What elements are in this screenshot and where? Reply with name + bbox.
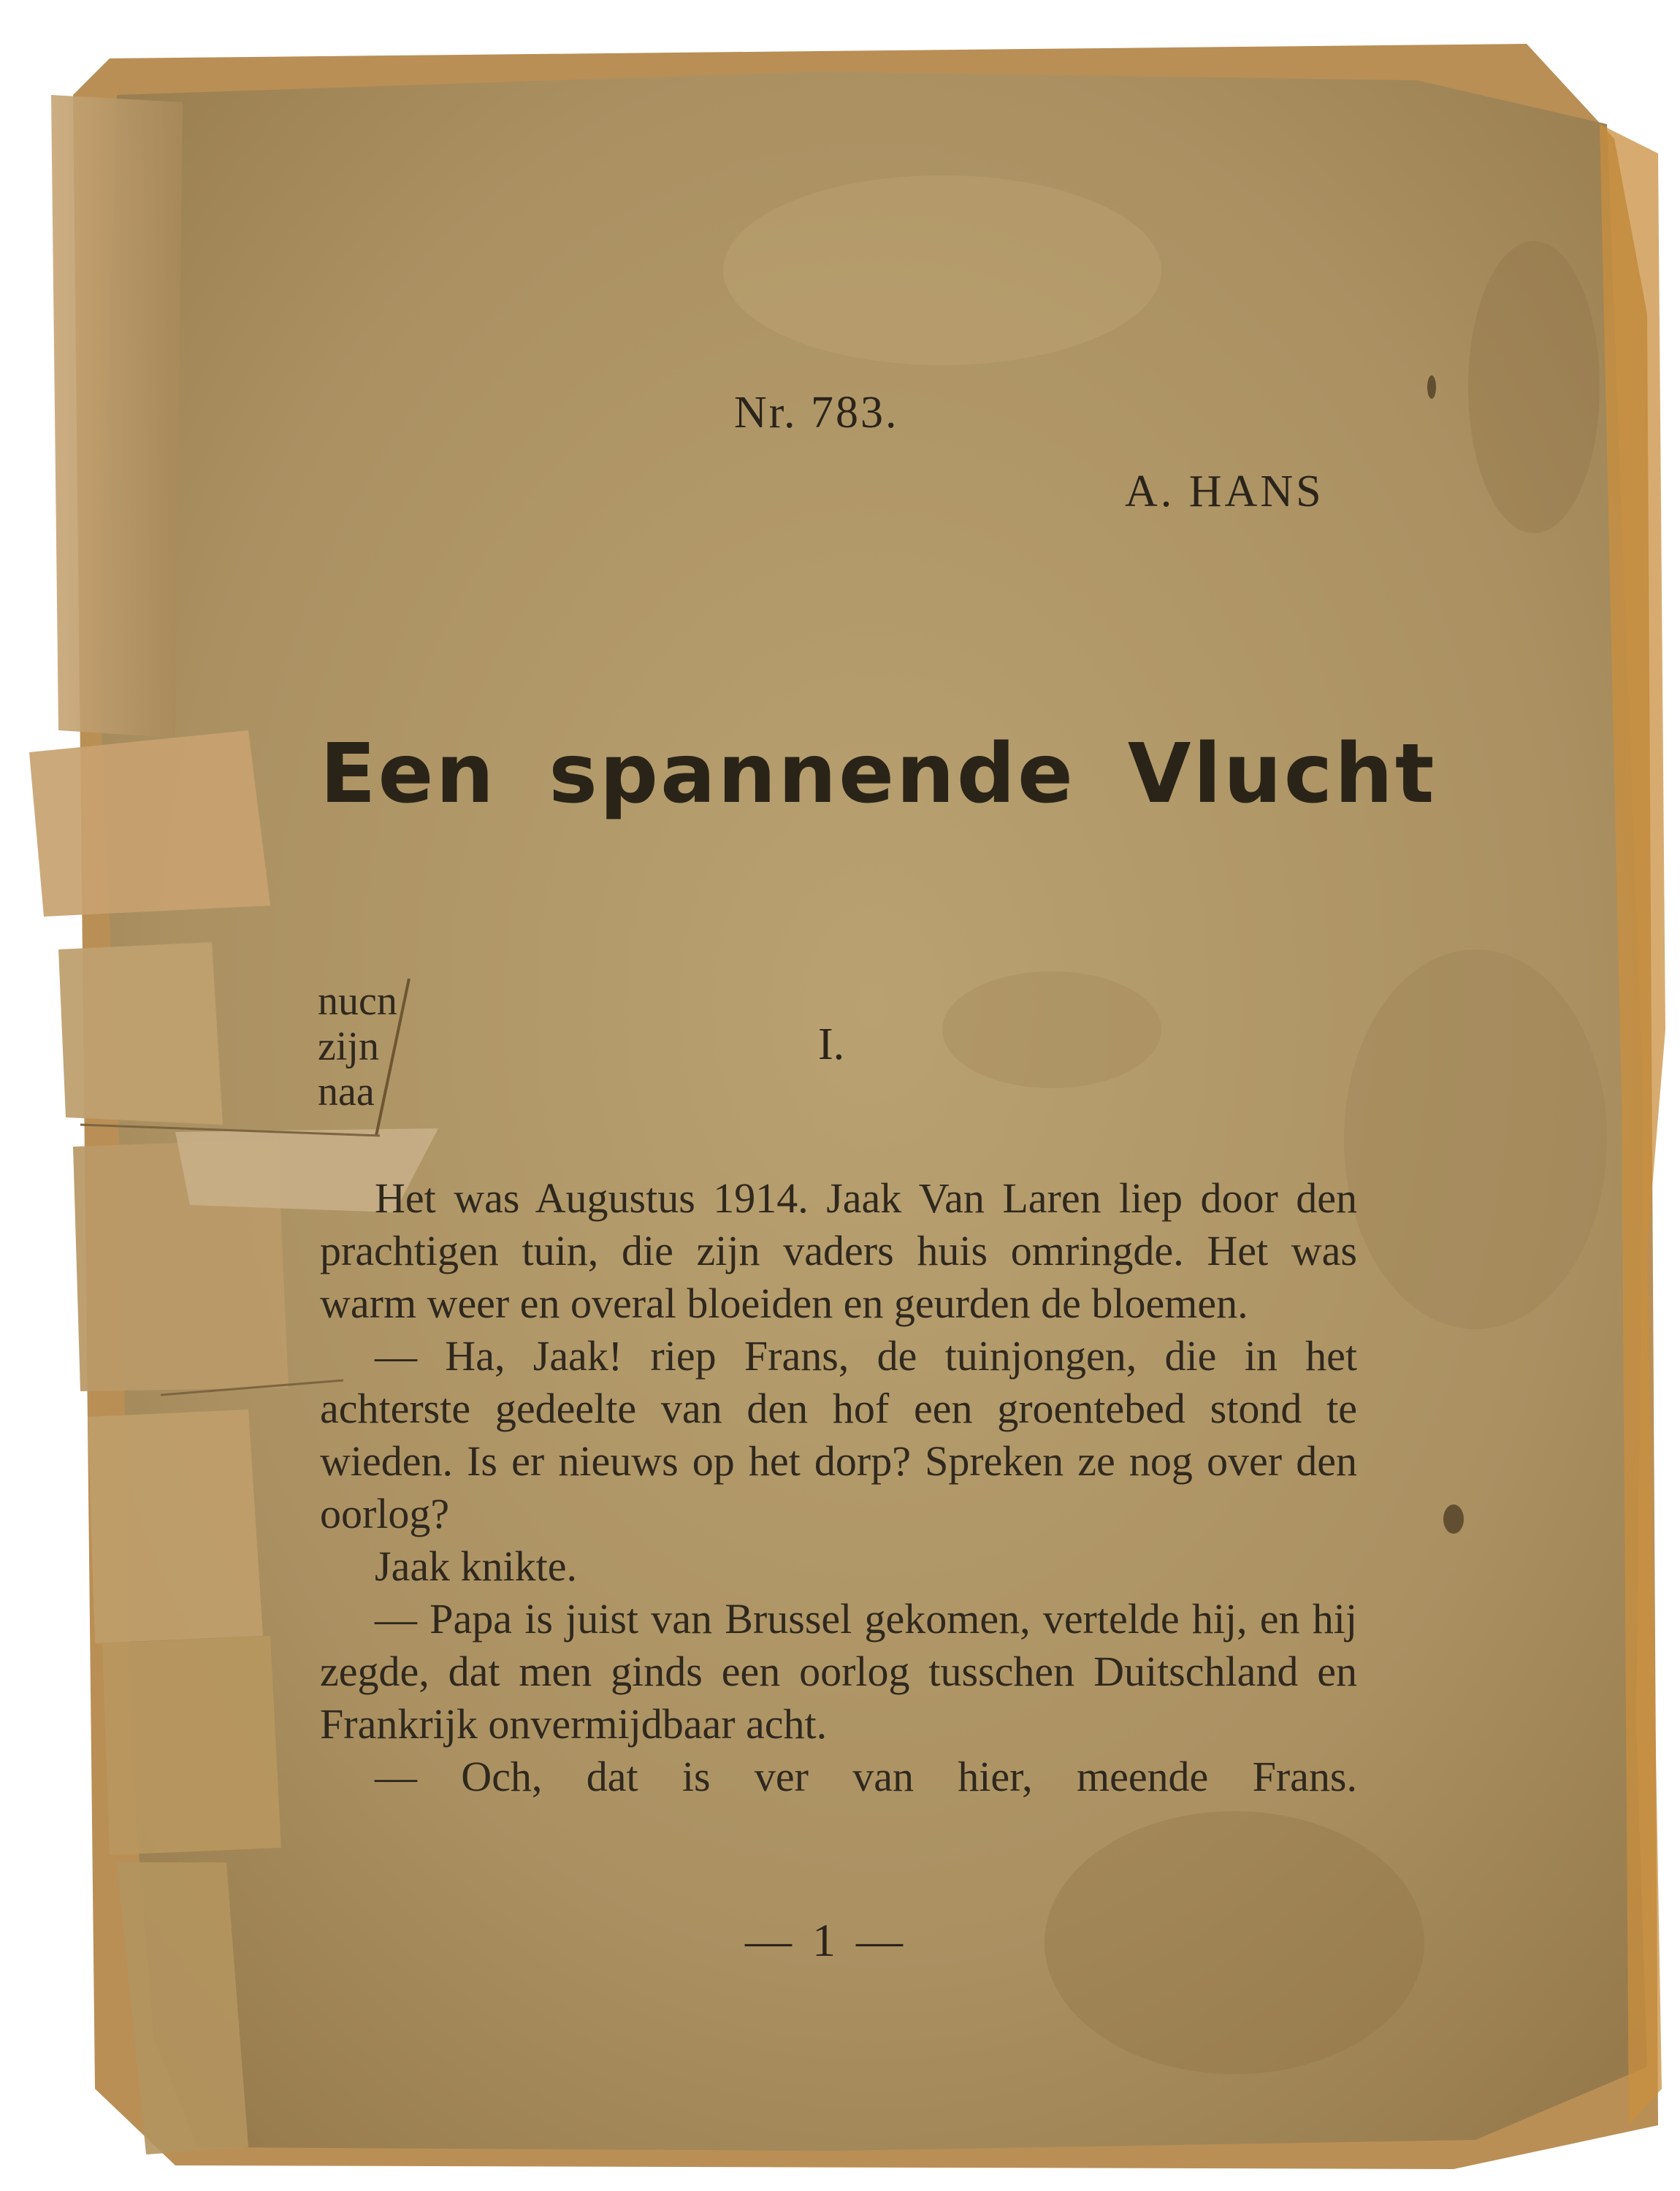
torn-snippet-line: zijn	[318, 1024, 379, 1069]
author-name: A. HANS	[1125, 467, 1324, 516]
torn-snippet-line: nucn	[318, 979, 397, 1024]
paragraph: — Och, dat is ver van hier, meende Frans.	[375, 1753, 1357, 1800]
page-number: — 1 —	[745, 1914, 907, 1966]
book-title: Een spannende Vlucht	[320, 727, 1437, 822]
paragraph: Het was Augustus 1914. Jaak Van Laren liep door den prachtigen tuin, die zijn vaders huis omringde. Het was warm weer en overal bloeiden en geurden de bloemen.	[320, 1174, 1357, 1327]
paragraph: — Papa is juist van Brussel gekomen, vertelde hij, en hij zegde, dat men ginds een oorlog tusschen Duitschland en Frankrijk onvermijdbaar acht.	[320, 1595, 1357, 1748]
paragraph: Jaak knikte.	[375, 1542, 578, 1590]
spine-tape-strip	[51, 95, 183, 738]
paragraph: — Ha, Jaak! riep Frans, de tuinjongen, die in het achterste gedeelte van den hof een groentebed stond te wieden. Is er nieuws op het dorp? Spreken ze nog over den oorlog?	[320, 1332, 1357, 1537]
torn-page-snippet	[318, 979, 397, 1114]
torn-snippet-line: naa	[318, 1069, 375, 1114]
paper-illustration	[29, 7, 1680, 2184]
issue-number: Nr. 783.	[734, 388, 899, 437]
body-text	[320, 1172, 1357, 1803]
booklet-cover	[29, 7, 1680, 2184]
chapter-heading: I.	[818, 1020, 845, 1069]
